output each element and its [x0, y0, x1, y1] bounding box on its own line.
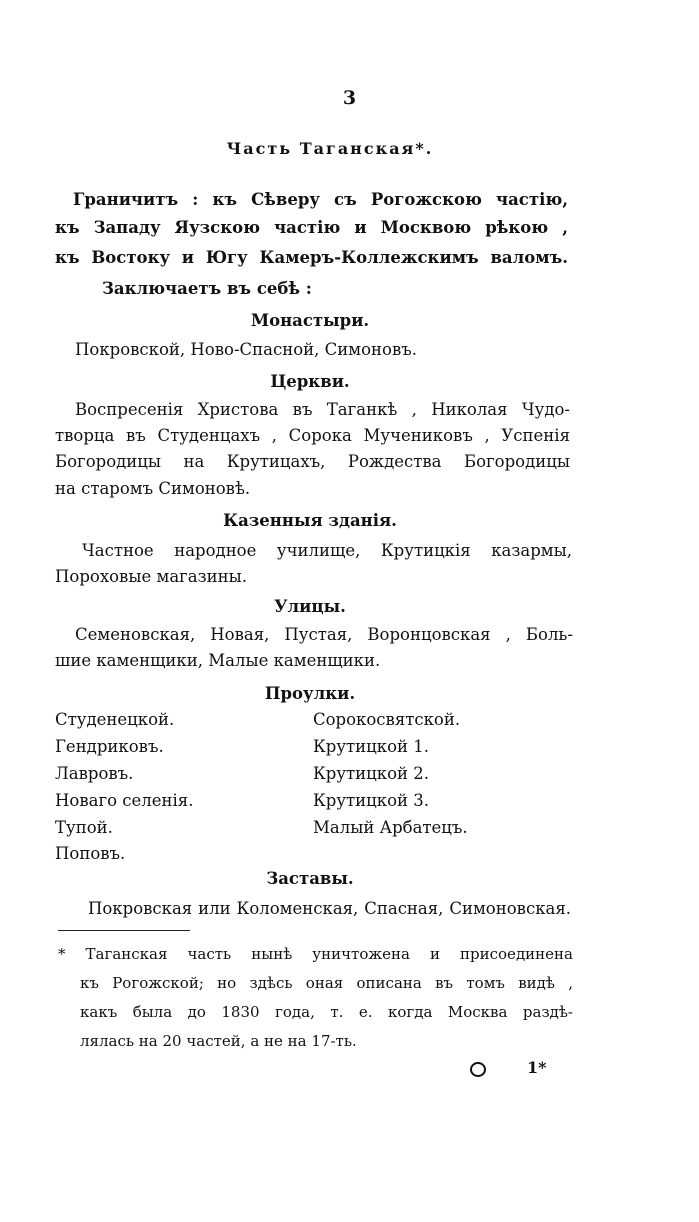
lane-left-3: Лавровъ. [55, 764, 134, 783]
gates-heading: Заставы. [266, 869, 354, 888]
page-title: Часть Таганская*. [226, 139, 434, 158]
signature-mark: 1* [527, 1058, 547, 1077]
footnote-line-2: къ Рогожской; но здѣсь оная описана въ томъ видѣ , [80, 974, 573, 992]
intro-line-1: Граничитъ : къ Сѣверу съ Рогожскою частію, [73, 190, 568, 209]
contains-label: Заключаетъ въ себѣ : [102, 279, 312, 298]
lane-right-2: Крутицкой 1. [313, 737, 430, 756]
lane-left-6: Поповъ. [55, 844, 126, 863]
page-number: 3 [342, 87, 357, 109]
lanes-heading: Проулки. [264, 684, 356, 703]
monasteries-heading: Монастыри. [250, 311, 370, 330]
ring-mark [470, 1062, 486, 1077]
streets-line-1: Семеновская, Новая, Пустая, Воронцовская , Боль- [75, 625, 573, 644]
lane-right-1: Сорокосвятской. [313, 710, 461, 729]
footnote-line-1: * Таганская часть нынѣ уничтожена и присоединена [58, 945, 573, 963]
state-buildings-line-1: Частное народное училище, Крутицкія казармы, [82, 541, 572, 560]
monasteries-line-1: Покровской, Ново-Спасной, Симоновъ. [75, 340, 417, 359]
churches-line-2: творца въ Студенцахъ , Сорока Мучениковъ , Успенія [55, 426, 570, 445]
churches-line-3: Богородицы на Крутицахъ, Рождества Богородицы [55, 452, 570, 471]
streets-line-2: шие каменщики, Малые каменщики. [55, 651, 381, 670]
lane-left-5: Тупой. [55, 818, 113, 837]
gates-line-1: Покровская или Коломенская, Спасная, Симоновская. [88, 899, 571, 918]
intro-line-3: къ Востоку и Югу Камеръ-Коллежскимъ валомъ. [55, 248, 568, 267]
intro-line-2: къ Западу Яузскою частію и Москвою рѣкою , [55, 218, 568, 237]
churches-heading: Церкви. [270, 372, 350, 391]
footnote-line-3: какъ была до 1830 года, т. е. когда Москва раздѣ- [80, 1003, 573, 1021]
churches-line-1: Воспресенія Христова въ Таганкѣ , Николая Чудо- [75, 400, 570, 419]
streets-heading: Улицы. [274, 597, 346, 616]
lane-right-5: Малый Арбатецъ. [313, 818, 468, 837]
state-buildings-heading: Казенныя зданія. [223, 511, 397, 530]
lane-left-4: Новаго селенія. [55, 791, 194, 810]
lane-right-4: Крутицкой 3. [313, 791, 430, 810]
churches-line-4: на старомъ Симоновѣ. [55, 479, 251, 498]
lane-left-2: Гендриковъ. [55, 737, 164, 756]
footnote-divider [58, 930, 190, 931]
footnote-line-4: лялась на 20 частей, а не на 17-ть. [80, 1032, 357, 1050]
lane-right-3: Крутицкой 2. [313, 764, 430, 783]
lane-left-1: Студенецкой. [55, 710, 175, 729]
state-buildings-line-2: Пороховые магазины. [55, 567, 248, 586]
